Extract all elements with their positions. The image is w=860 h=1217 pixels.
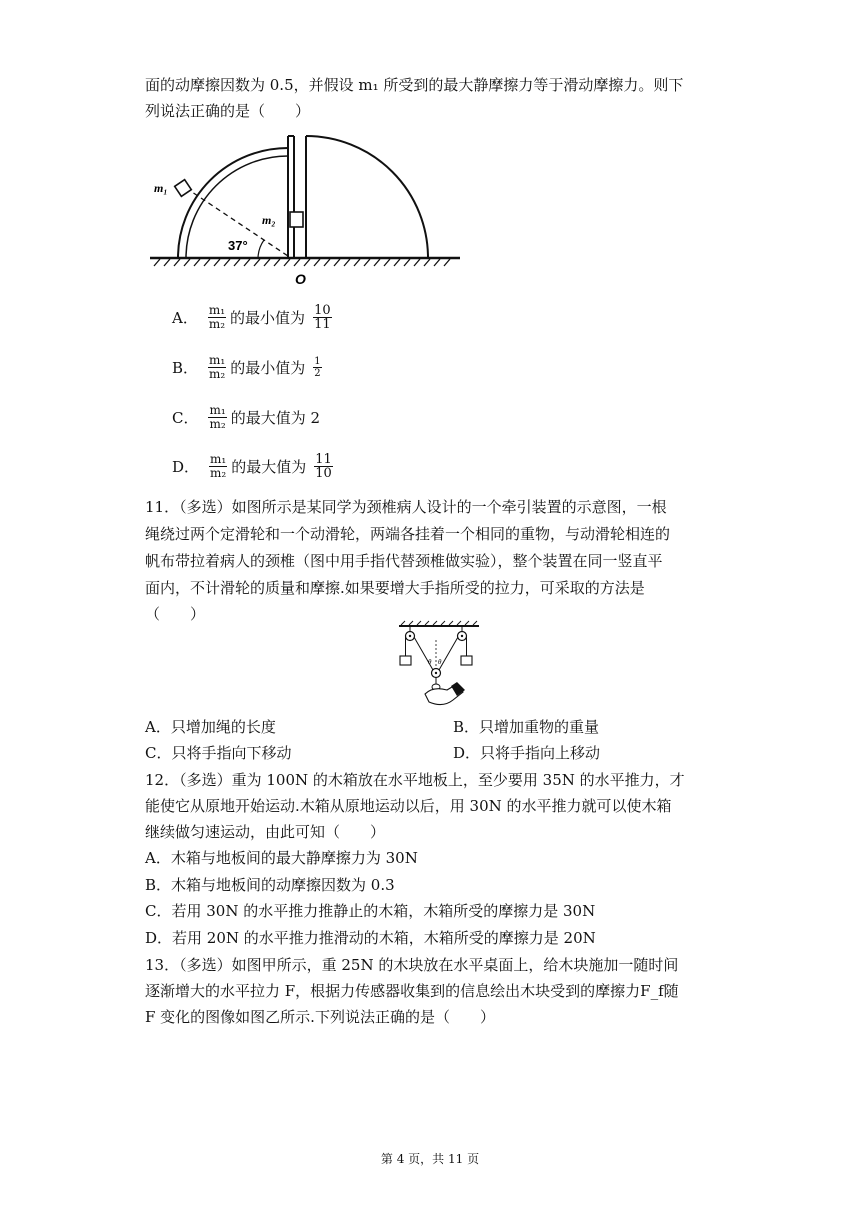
q11-line-3: 帆布带拉着病人的颈椎（图中用手指代替颈椎做实验），整个装置在同一竖直平	[145, 552, 663, 570]
svg-text:θ: θ	[428, 658, 432, 666]
intro-line-2: 列说法正确的是（ ）	[145, 102, 311, 120]
q12-line-2: 能使它从原地开始运动.木箱从原地运动以后，用 30N 的水平推力就可以使木箱	[145, 797, 672, 815]
q13-line-3: F 变化的图像如图乙所示.下列说法正确的是（ ）	[145, 1008, 495, 1026]
q11-line-4: 面内，不计滑轮的质量和摩擦.如果要增大手指所受的拉力，可采取的方法是	[145, 579, 645, 597]
q12-option-d: D．若用 20N 的水平推力推滑动的木箱，木箱所受的摩擦力是 20N	[145, 929, 596, 947]
q11-option-c: C．只将手指向下移动	[145, 744, 292, 762]
option-text: 的最大值为 2	[230, 408, 320, 427]
q11-line-2: 绳绕过两个定滑轮和一个动滑轮，两端各挂着一个相同的重物，与动滑轮相连的	[145, 525, 671, 543]
option-label: D．	[172, 457, 200, 476]
option-text: 的最小值为	[230, 308, 306, 327]
q10-option-d	[172, 446, 335, 486]
q11-line-1: 11．（多选）如图所示是某同学为颈椎病人设计的一个牵引装置的示意图，一根	[145, 498, 667, 516]
q13-line-1: 13．（多选）如图甲所示，重 25N 的木块放在水平桌面上，给木块施加一随时间	[145, 956, 679, 974]
q11-line-5: （ ）	[145, 605, 206, 623]
value-fraction: $\frac{11}{10}$	[315, 451, 332, 481]
q10-option-a	[172, 297, 334, 337]
option-label: A．	[172, 308, 198, 327]
label-angle: 37°	[228, 238, 248, 253]
ratio-fraction: $\frac{\text{m₁}}{\text{m₂}}$	[210, 451, 227, 480]
option-text: 的最大值为	[231, 457, 307, 476]
ratio-fraction: $\frac{\text{m₁}}{\text{m₂}}$	[208, 302, 226, 331]
page-footer: 第 4 页，共 11 页	[380, 1152, 480, 1166]
svg-text:θ: θ	[438, 658, 442, 666]
option-text: 的最小值为	[230, 358, 306, 377]
figure-pulley-device	[395, 620, 485, 712]
ratio-fraction: $\frac{\text{m₁}}{\text{m₂}}$	[209, 402, 226, 431]
q11-option-b: B．只增加重物的重量	[453, 718, 600, 736]
ratio-fraction: $\frac{\text{m₁}}{\text{m₂}}$	[209, 352, 226, 381]
option-label: C．	[172, 408, 199, 427]
q13-line-2: 逐渐增大的水平拉力 F，根据力传感器收集到的信息绘出木块受到的摩擦力F_f随	[145, 982, 679, 1000]
q12-line-3: 继续做匀速运动，由此可知（ ）	[145, 823, 386, 841]
value-fraction: $\frac{1}{2}$	[314, 355, 321, 379]
q10-option-c	[172, 397, 326, 437]
intro-line-1: 面的动摩擦因数为 0.5，并假设 m₁ 所受到的最大静摩擦力等于滑动摩擦力。则下	[145, 76, 684, 94]
figure-semicircle	[148, 130, 463, 290]
label-m2: m₂	[262, 213, 276, 227]
q12-option-b: B．木箱与地板间的动摩擦因数为 0.3	[145, 876, 395, 894]
label-origin: O	[295, 271, 306, 287]
option-label: B．	[172, 358, 199, 377]
q11-option-d: D．只将手指向上移动	[453, 744, 601, 762]
label-m1: m₁	[154, 181, 168, 195]
q12-option-c: C．若用 30N 的水平推力推静止的木箱，木箱所受的摩擦力是 30N	[145, 902, 596, 920]
q12-option-a: A．木箱与地板间的最大静摩擦力为 30N	[145, 849, 418, 867]
value-fraction: $\frac{10}{11}$	[314, 302, 331, 332]
q12-line-1: 12．（多选）重为 100N 的木箱放在水平地板上，至少要用 35N 的水平推力，才	[145, 771, 685, 789]
q11-option-a: A．只增加绳的长度	[145, 718, 276, 736]
q10-option-b	[172, 347, 324, 387]
